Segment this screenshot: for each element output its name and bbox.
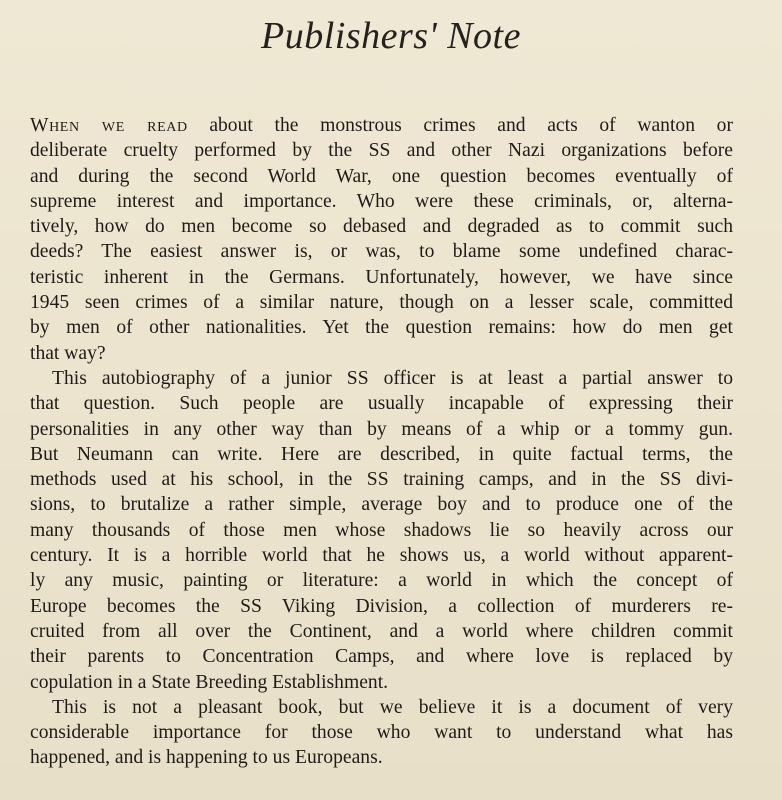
text-line: sions, to brutalize a rather simple, average boy and to produce one of the <box>30 494 733 516</box>
text-line: their parents to Concentration Camps, and where love is replaced by <box>30 646 733 668</box>
text-line: Europe becomes the SS Viking Division, a collection of murderers re- <box>30 595 733 617</box>
text-line: tively, how do men become so debased and degraded as to commit such <box>30 216 733 238</box>
text-line: happened, and is happening to us Europeans. <box>30 747 383 769</box>
text-line: methods used at his school, in the SS training camps, and in the SS divi- <box>30 469 733 491</box>
text-line: that way? <box>30 342 106 364</box>
text-line: teristic inherent in the Germans. Unfortunately, however, we have since <box>30 266 733 288</box>
text-line: deliberate cruelty performed by the SS and other Nazi organizations before <box>30 140 733 162</box>
text-line: century. It is a horrible world that he shows us, a world without apparent- <box>30 545 733 567</box>
text-line: copulation in a State Breeding Establishment. <box>30 671 389 693</box>
text-line: When we read about the monstrous crimes and acts of wanton or <box>30 115 733 136</box>
text-line: by men of other nationalities. Yet the question remains: how do men get <box>30 317 733 339</box>
text-line: deeds? The easiest answer is, or was, to blame some undefined charac- <box>30 241 733 263</box>
body-text <box>30 113 733 771</box>
text-line: supreme interest and importance. Who were these criminals, or, alterna- <box>30 190 733 212</box>
text-line: This is not a pleasant book, but we believe it is a document of very <box>52 696 733 718</box>
text-line: 1945 seen crimes of a similar nature, though on a lesser scale, committed <box>30 292 733 314</box>
paragraph-2 <box>30 366 733 695</box>
text-line: But Neumann can write. Here are described, in quite factual terms, the <box>30 443 733 465</box>
text-line: and during the second World War, one question becomes eventually of <box>30 165 733 187</box>
text-line: This autobiography of a junior SS officer is at least a partial answer to <box>52 367 733 389</box>
text-line: personalities in any other way than by means of a whip or a tommy gun. <box>30 418 733 440</box>
text-line: cruited from all over the Continent, and a world where children commit <box>30 620 733 642</box>
paragraph-3 <box>30 695 733 771</box>
page-title: Publishers' Note <box>261 15 521 57</box>
text-line: many thousands of those men whose shadows lie so heavily across our <box>30 519 733 541</box>
paragraph-1 <box>30 113 733 366</box>
lead-in-smallcaps: When we read <box>30 115 188 136</box>
text-line: ly any music, painting or literature: a world in which the concept of <box>30 570 733 592</box>
text-line: that question. Such people are usually incapable of expressing their <box>30 393 733 415</box>
text-line: considerable importance for those who want to understand what has <box>30 722 733 744</box>
